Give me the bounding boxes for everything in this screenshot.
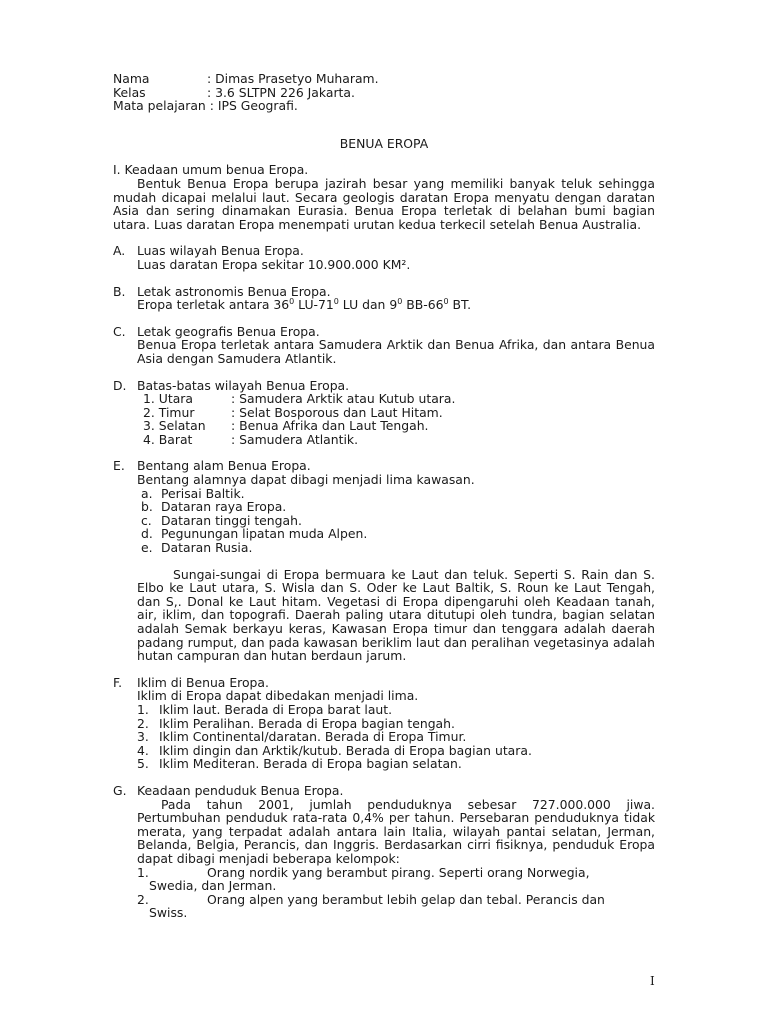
section-g-heading: Keadaan penduduk Benua Eropa. (137, 782, 344, 798)
climate-item: 2. Iklim Peralihan. Berada di Eropa bagian tengah. (137, 715, 455, 731)
degree-mark: 0 (397, 297, 403, 306)
section-e-paragraph: Sungai-sungai di Eropa bermuara ke Laut dan teluk. Seperti S. Rain dan S. Elbo ke Laut utara, S. Wisla dan S. Oder ke Laut Baltik, S. Roun ke Laut Tengah, dan S,. Donal ke Laut hitam. Vegetasi di Eropa dipengaruhi oleh Keadaan tanah, air, iklim, dan topografi. Daerah paling utara ditutupi oleh tundra, bagian selatan adalah Semak berkayu keras, Kawasan Eropa timur dan tenggara adalah daerah padang rumput, dan pada kawasan beriklim laut dan peralihan vegetasinya adalah hutan campuran dan hutan berdaun jarum. (137, 566, 655, 664)
section-a-letter: A. (113, 243, 126, 259)
degree-mark: 0 (333, 297, 339, 306)
section-b-text (137, 298, 655, 312)
section-e-letter: E. (113, 458, 125, 474)
climate-item: 4. Iklim dingin dan Arktik/kutub. Berada di Eropa bagian utara. (137, 742, 532, 758)
section-a (113, 244, 655, 271)
border-item: 2. Timur : Selat Bosporous dan Laut Hitam. (143, 404, 443, 420)
section-f-heading: Iklim di Benua Eropa. (137, 674, 269, 690)
section-g (113, 784, 655, 920)
section-c-letter: C. (113, 323, 126, 339)
nama-value: : Dimas Prasetyo Muharam. (207, 71, 379, 86)
border-item: 4. Barat : Samudera Atlantik. (143, 431, 359, 447)
section-c (113, 325, 655, 366)
section-f-letter: F. (113, 674, 123, 690)
section-e-heading: Bentang alam Benua Eropa. (137, 458, 311, 474)
nama-label: Nama (113, 71, 150, 86)
border-item: 3. Selatan : Benua Afrika dan Laut Tengah. (143, 418, 429, 434)
coord-text-d: BB-66 (402, 297, 444, 313)
section-d-letter: D. (113, 377, 127, 393)
section-d-heading: Batas-batas wilayah Benua Eropa. (137, 377, 350, 393)
population-group-continuation: Swedia, dan Jerman. (149, 878, 277, 894)
coord-text-e: BT. (448, 297, 472, 313)
kelas-label: Kelas (113, 84, 146, 100)
document-page (113, 72, 655, 920)
section-f-intro: Iklim di Eropa dapat dibedakan menjadi lima. (137, 688, 419, 704)
degree-mark: 0 (443, 297, 449, 306)
kelas-row (113, 86, 655, 100)
degree-mark: 0 (289, 297, 295, 306)
section-g-text: Pada tahun 2001, jumlah penduduknya sebesar 727.000.000 jiwa. Pertumbuhan penduduk rata-rata 0,4% per tahun. Persebaran penduduknya tidak merata, yang terpadat adalah antara lain Italia, wilayah pantai selatan, Jerman, Belanda, Belgia, Perancis, dan Inggris. Berdasarkan cirri fisiknya, penduduk Eropa dapat dibagi menjadi beberapa kelompok: (137, 796, 655, 866)
section-a-heading: Luas wilayah Benua Eropa. (137, 243, 304, 259)
population-group-item: 1. Orang nordik yang berambut pirang. Seperti orang Norwegia, (137, 864, 590, 880)
nama-row (113, 72, 655, 86)
section-1-text: Bentuk Benua Eropa berupa jazirah besar yang memiliki banyak teluk sehingga mudah dicapai melalui laut. Secara geologis daratan Eropa menyatu dengan daratan Asia dan sering dinamakan Eurasia. Benua Eropa terletak di belahan bumi bagian utara. Luas daratan Eropa menempati urutan kedua terkecil setelah Benua Australia. (113, 175, 655, 232)
section-a-text: Luas daratan Eropa sekitar 10.900.000 KM². (137, 256, 411, 272)
landform-item: a. Perisai Baltik. (141, 485, 245, 501)
climate-item: 5. Iklim Mediteran. Berada di Eropa bagian selatan. (137, 756, 462, 772)
coord-text-c: LU dan 9 (338, 297, 398, 313)
population-group-continuation: Swiss. (149, 905, 188, 921)
section-e (113, 459, 655, 662)
climate-item: 3. Iklim Continental/daratan. Berada di Eropa Timur. (137, 729, 467, 745)
landform-item: b. Dataran raya Eropa. (141, 499, 287, 515)
climate-item: 1. Iklim laut. Berada di Eropa barat laut. (137, 701, 393, 717)
section-b-heading: Letak astronomis Benua Eropa. (137, 283, 331, 299)
section-b (113, 285, 655, 312)
kelas-value: : 3.6 SLTPN 226 Jakarta. (207, 84, 355, 100)
landform-item: c. Dataran tinggi tengah. (141, 512, 302, 528)
border-item: 1. Utara : Samudera Arktik atau Kutub utara. (143, 391, 456, 407)
section-d (113, 379, 655, 447)
section-e-intro: Bentang alamnya dapat dibagi menjadi lima kawasan. (137, 472, 475, 488)
section-1-heading: I. Keadaan umum benua Eropa. (113, 162, 309, 178)
section-f (113, 676, 655, 771)
coord-text-a: Eropa terletak antara 36 (137, 297, 290, 313)
coord-text-b: LU-71 (294, 297, 334, 313)
document-title: BENUA EROPA (339, 135, 429, 151)
section-g-letter: G. (113, 782, 127, 798)
section-c-text: Benua Eropa terletak antara Samudera Arktik dan Benua Afrika, dan antara Benua Asia dengan Samudera Atlantik. (137, 337, 655, 366)
landform-item: e. Dataran Rusia. (141, 540, 253, 556)
section-c-heading: Letak geografis Benua Eropa. (137, 323, 320, 339)
landform-item: d. Pegunungan lipatan muda Alpen. (141, 526, 368, 542)
mata-pelajaran-line: Mata pelajaran : IPS Geografi. (113, 98, 298, 114)
population-group-item: 2. Orang alpen yang berambut lebih gelap dan tebal. Perancis dan (137, 891, 605, 907)
section-b-letter: B. (113, 283, 126, 299)
page-number: I (650, 974, 655, 988)
